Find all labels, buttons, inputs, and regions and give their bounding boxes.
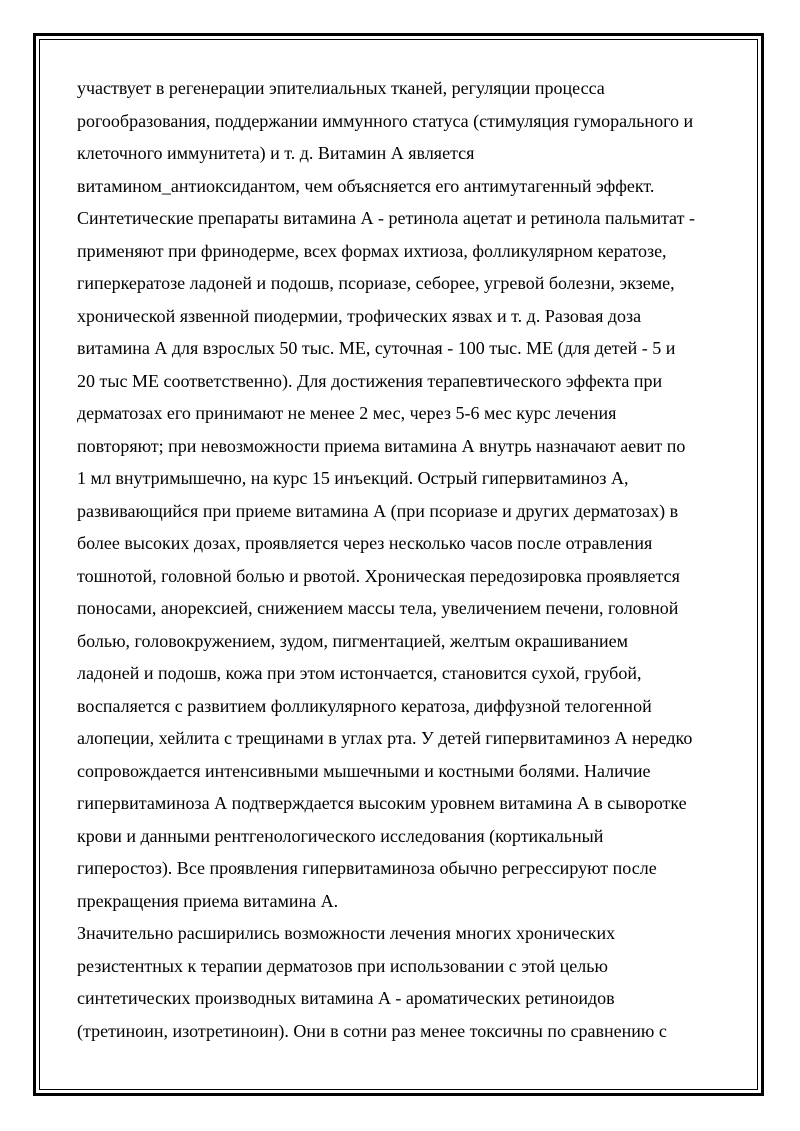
document-body [77,72,727,1047]
text-line: Синтетические препараты витамина А - ретинола ацетат и ретинола пальмитат - [77,208,695,228]
text-line: прекращения приема витамина А. [77,890,339,911]
text-line: (третиноин, изотретиноин). Они в сотни раз менее токсичны по сравнению с [77,1020,667,1041]
text-line: применяют при фринодерме, всех формах ихтиоза, фолликулярном кератозе, [77,240,667,261]
text-line: резистентных к терапии дерматозов при использовании с этой целью [77,955,608,976]
text-line: Значительно расширились возможности лечения многих хронических [77,923,616,943]
text-line: витамином_антиоксидантом, чем объясняется его антимутагенный эффект. [77,175,655,196]
text-line: тошнотой, головной болью и рвотой. Хроническая передозировка проявляется [77,565,680,586]
text-line: болью, головокружением, зудом, пигментацией, желтым окрашиванием [77,630,629,651]
text-line: ладоней и подошв, кожа при этом истончается, становится сухой, грубой, [77,663,642,683]
text-line: клеточного иммунитета) и т. д. Витамин А является [77,143,475,163]
text-line: гиперкератозе ладоней и подошв, псориазе, себорее, угревой болезни, экземе, [77,273,675,293]
text-line: развивающийся при приеме витамина А (при псориазе и других дерматозах) в [77,500,679,521]
text-line: 20 тыс ME соответственно). Для достижения терапевтического эффекта при [77,370,663,391]
text-line: крови и данными рентгенологического исследования (кортикальный [77,825,604,846]
text-line: воспаляется с развитием фолликулярного кератоза, диффузной телогенной [77,695,652,716]
text-line: дерматозах его принимают не менее 2 мес, через 5-6 мес курс лечения [77,403,617,423]
text-line: гиперостоз). Все проявления гипервитаминоза обычно регрессируют после [77,858,657,878]
text-line: повторяют; при невозможности приема витамина А внутрь назначают аевит по [77,435,686,456]
text-line: витамина А для взрослых 50 тыс. ME, суточная - 100 тыс. ME (для детей - 5 и [77,338,676,358]
text-line: более высоких дозах, проявляется через несколько часов после отравления [77,533,653,553]
text-line: гипервитаминоза А подтверждается высоким уровнем витамина А в сыворотке [77,793,687,813]
text-line: хронической язвенной пиодермии, трофических язвах и т. д. Разовая доза [77,305,642,326]
text-line: сопровождается интенсивными мышечными и костными болями. Наличие [77,760,651,781]
text-line: участвует в регенерации эпителиальных тканей, регуляции процесса [77,78,605,98]
text-line: синтетических производных витамина А - ароматических ретиноидов [77,988,615,1008]
text-line: 1 мл внутримышечно, на курс 15 инъекций. Острый гипервитаминоз А, [77,468,629,488]
text-line: алопеции, хейлита с трещинами в углах рта. У детей гипервитаминоз А нередко [77,728,693,748]
text-line: поносами, анорексией, снижением массы тела, увеличением печени, головной [77,598,679,618]
text-line: рогообразования, поддержании иммунного статуса (стимуляция гуморального и [77,110,694,131]
